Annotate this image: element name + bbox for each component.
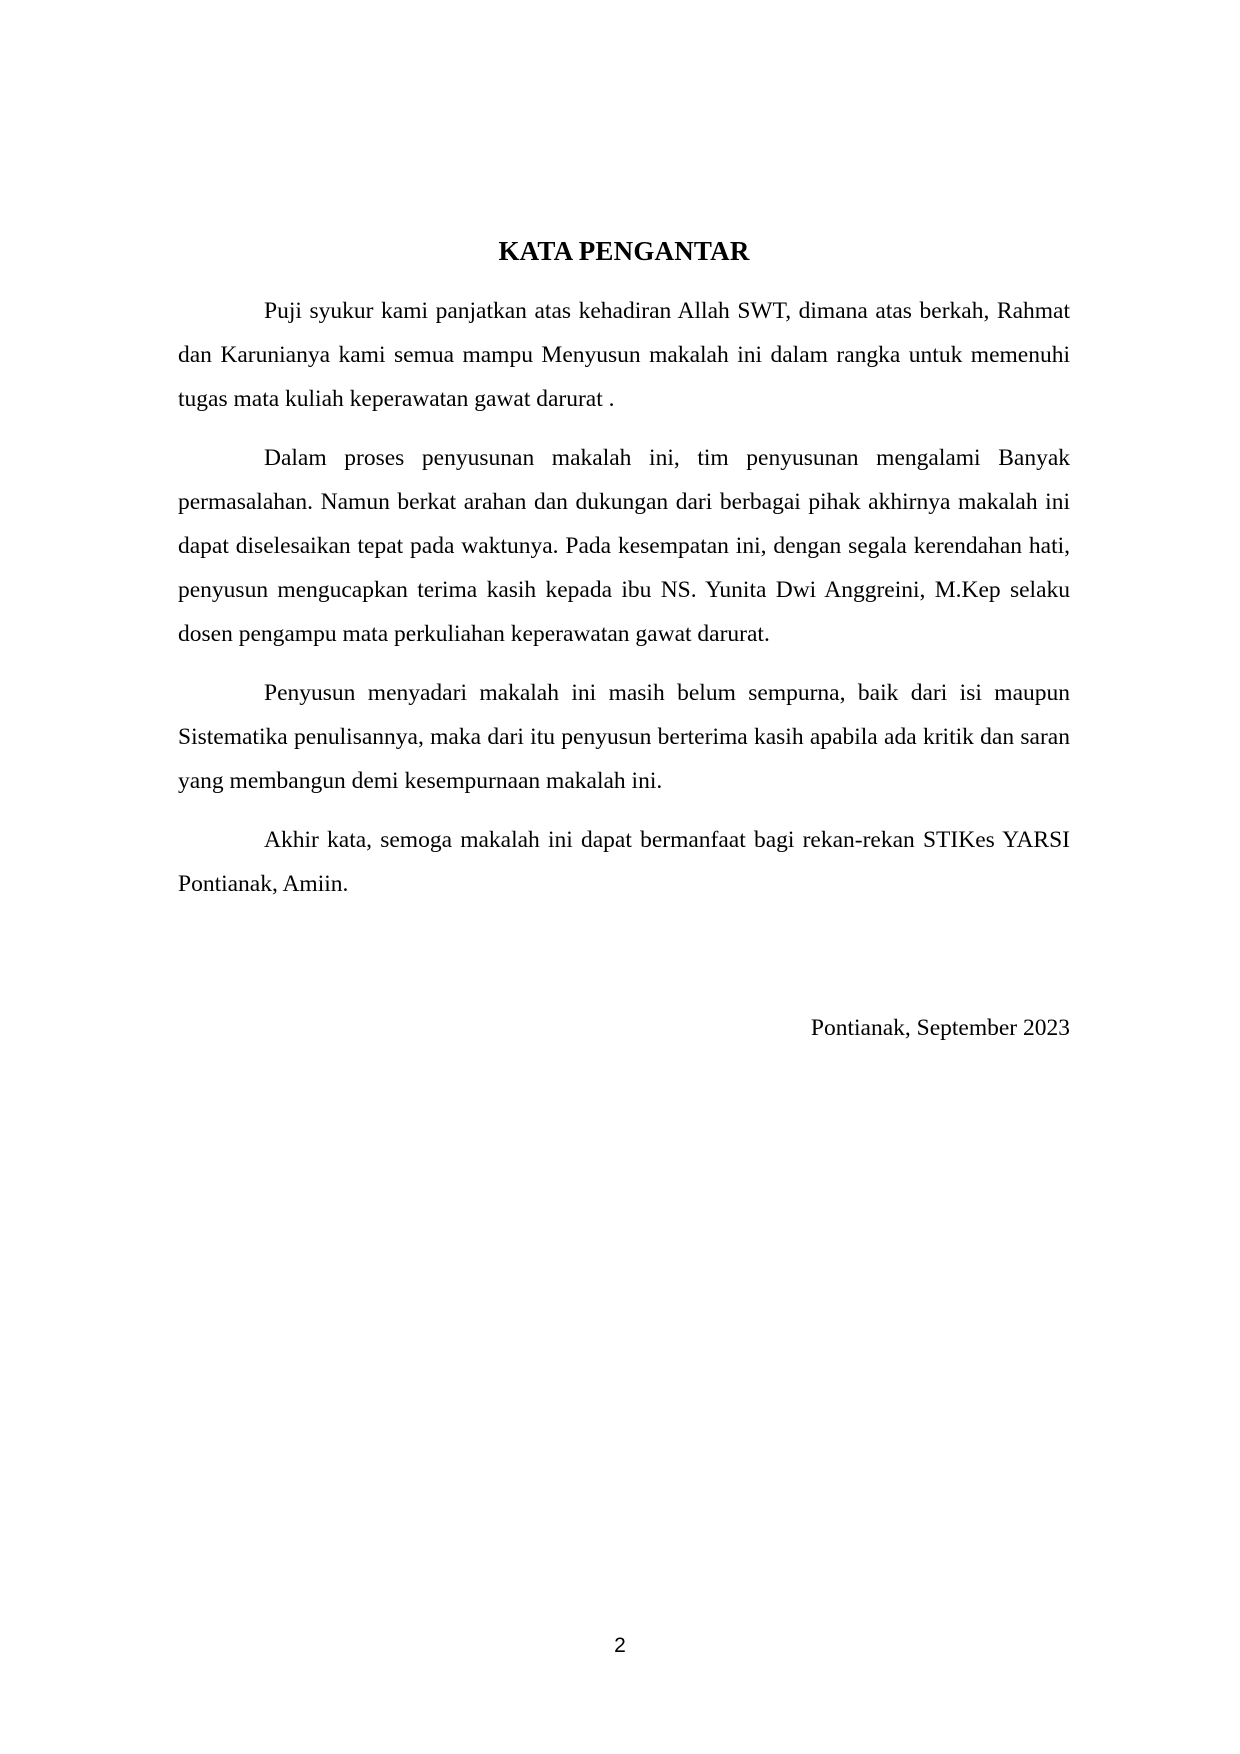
paragraph-acknowledgement: Dalam proses penyusunan makalah ini, tim penyusunan mengalami Banyak permasalahan. Namun berkat arahan dan dukungan dari berbagai pihak akhirnya makalah ini dapat diselesaikan tepat pada waktunya. Pada kesempatan ini, dengan segala kerendahan hati, penyusun mengucapkan terima kasih kepada ibu NS. Yunita Dwi Anggreini, M.Kep selaku dosen pengampu mata perkuliahan keperawatan gawat darurat. (178, 445, 1070, 647)
place-date-signature: Pontianak, September 2023 (810, 1015, 1070, 1041)
page-number: 2 (614, 1634, 626, 1657)
page-title: KATA PENGANTAR (498, 236, 750, 266)
paragraph-opening: Puji syukur kami panjatkan atas kehadiran Allah SWT, dimana atas berkah, Rahmat dan Karunianya kami semua mampu Menyusun makalah ini dalam rangka untuk memenuhi tugas mata kuliah keperawatan gawat darurat . (178, 298, 1070, 412)
paragraph-limitations: Penyusun menyadari makalah ini masih belum sempurna, baik dari isi maupun Sistematika penulisannya, maka dari itu penyusun berterima kasih apabila ada kritik dan saran yang membangun demi kesempurnaan makalah ini. (178, 680, 1070, 794)
page-content (178, 236, 1070, 1050)
paragraph-closing-remarks: Akhir kata, semoga makalah ini dapat bermanfaat bagi rekan-rekan STIKes YARSI Pontianak, Amiin. (178, 827, 1070, 897)
